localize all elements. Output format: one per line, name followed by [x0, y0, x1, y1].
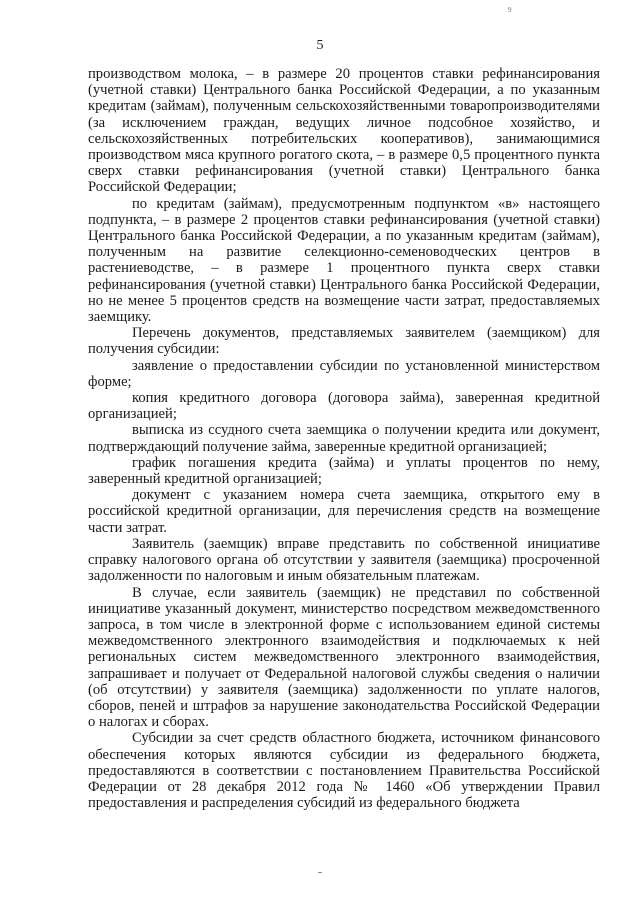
document-body [88, 66, 600, 811]
list-item: график погашения кредита (займа) и уплаты процентов по нему, заверенный кредитной организацией; [88, 454, 600, 488]
list-item: копия кредитного договора (договора займа), заверенная кредитной организацией; [88, 390, 600, 423]
list-item: заявление о предоставлении субсидии по установленной министерством форме; [88, 357, 600, 390]
page-number: 5 [316, 38, 324, 53]
list-item: выписка из ссудного счета заемщика о получении кредита или документ, подтверждающий получение займа, заверенные кредитной организацией; [88, 422, 600, 455]
paragraph: Перечень документов, представляемых заявителем (заемщиком) для получения субсидии: [88, 325, 600, 358]
paragraph: Заявитель (заемщик) вправе представить по собственной инициативе справку налогового органа об отсутствии у заявителя (заемщика) просроченной задолженности по налоговым и иным обязательным платежам. [88, 535, 600, 585]
scan-mark [318, 872, 322, 873]
paragraph: В случае, если заявитель (заемщик) не представил по собственной инициативе указанный документ, министерство посредством межведомственного запроса, в том числе в электронной форме с использованием единой системы межведомственного электронного взаимодействия и подключаемых к ней региональных систем межведомственного электронного взаимодействия, запрашивает и получает от Федеральной налоговой службы сведения о наличии (об отсутствии) у заявителя (заемщика) задолженности по уплате налогов, сборов, пеней и штрафов за нарушение законодательства Российской Федерации о налогах и сборах. [88, 584, 600, 731]
paragraph: Субсидии за счет средств областного бюджета, источником финансового обеспечения которых являются субсидии из федерального бюджета, предоставляются в соответствии с постановлением Правительства Российской Федерации от 28 декабря 2012 года № 1460 «Об утверждении Правил предоставления и распределения субсидий из федерального бюджета [88, 730, 600, 812]
corner-mark: 9 [508, 6, 512, 14]
paragraph: производством молока, – в размере 20 процентов ставки рефинансирования (учетной ставки) Центрального банка Российской Федерации, а по указанным кредитам (займам), полученным сельскохозяйственными товаропроизводителями (за исключением граждан, ведущих личное подсобное хозяйство, и сельскохозяйственных потребительских кооперативов), занимающимися производством мяса крупного рогатого скота, – в размере 0,5 процентного пункта сверх ставки рефинансирования (учетной ставки) Центрального банка Российской Федерации; [88, 66, 600, 196]
paragraph: по кредитам (займам), предусмотренным подпунктом «в» настоящего подпункта, – в размере 2 процентов ставки рефинансирования (учетной ставки) Центрального банка Российской Федерации, а по указанным кредитам (займам), полученным на развитие селекционно-семеноводческих центров в растениеводстве, – в размере 1 процентного пункта сверх ставки рефинансирования (учетной ставки) Центрального банка Российской Федерации, но не менее 5 процентов средств на возмещение части затрат, предоставляемых заемщику. [88, 195, 600, 326]
list-item: документ с указанием номера счета заемщика, открытого ему в российской кредитной организации, для перечисления средств на возмещение части затрат. [88, 487, 600, 536]
